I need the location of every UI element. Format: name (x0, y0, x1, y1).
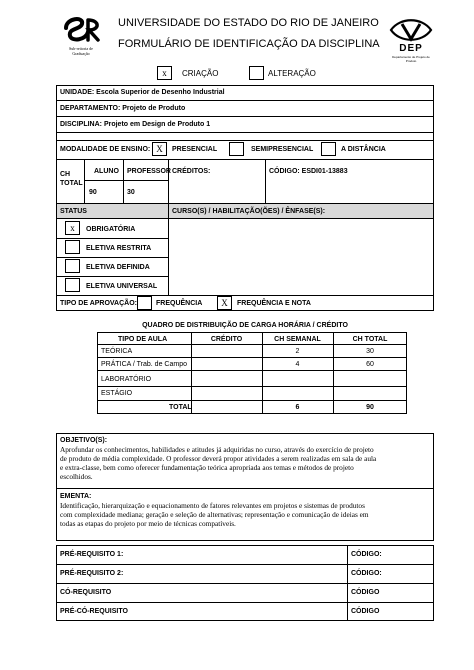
professor-hours-value: 30 (127, 189, 135, 196)
discipline-field: DISCIPLINA: Projeto em Design de Produto 1 (60, 121, 211, 128)
frequency-checkbox[interactable] (137, 296, 152, 310)
page-subtitle: FORMULÁRIO DE IDENTIFICAÇÃO DA DISCIPLINA (118, 38, 380, 50)
code-label: CÓDIGO: ESDI01-13883 (269, 168, 348, 175)
mandatory-checkbox[interactable]: x (65, 221, 80, 235)
universal-elective-checkbox[interactable] (65, 278, 80, 292)
table-header: CH SEMANAL (274, 336, 321, 343)
mandatory-label: OBRIGATÓRIA (86, 226, 136, 233)
divider (56, 602, 434, 603)
creation-label: CRIAÇÃO (182, 69, 219, 78)
frequency-grade-label: FREQUÊNCIA E NOTA (237, 300, 311, 307)
approval-type-label: TIPO DE APROVAÇÃO: (60, 300, 138, 307)
objectives-text: escolhidos. (60, 472, 93, 481)
corequisite-code: CÓDIGO (351, 589, 380, 596)
objectives-label: OBJETIVO(S): (60, 437, 108, 444)
dep-logo-text: DEP (399, 43, 423, 54)
eye-icon (388, 15, 434, 45)
table-header: TIPO DE AULA (118, 336, 168, 343)
corequisite-label: CÓ-REQUISITO (60, 589, 112, 596)
status-label: STATUS (60, 208, 87, 215)
distance-label: A DISTÂNCIA (341, 146, 386, 153)
logo-caption: Sub-reitoria de Graduação (69, 46, 93, 56)
semipresential-label: SEMIPRESENCIAL (251, 146, 314, 153)
alteration-label: ALTERAÇÃO (268, 69, 316, 78)
frequency-label: FREQUÊNCIA (156, 300, 203, 307)
syllabus-text: com complexidade mediana; geração e seleção de alternativas; representação e comunicação de ideias em (60, 510, 369, 519)
objectives-text: Aprofundar os conhecimentos, habilidades e atitudes já adquiridas no curso, através do exercício de projeto (60, 445, 374, 454)
student-hours-value: 90 (89, 189, 97, 196)
divider (168, 160, 169, 203)
divider (56, 159, 434, 160)
divider (56, 218, 434, 219)
table-cell: TEÓRICA (101, 348, 133, 355)
table-cell: 60 (366, 361, 374, 368)
divider (97, 357, 407, 358)
uerj-logo (62, 14, 102, 46)
alteration-checkbox[interactable] (249, 66, 264, 80)
prerequisite-2-code: CÓDIGO: (351, 570, 382, 577)
table-cell: ESTÁGIO (101, 390, 133, 397)
frequency-grade-checkbox[interactable]: X (217, 296, 232, 310)
teaching-mode-label: MODALIDADE DE ENSINO: (60, 146, 151, 153)
table-cell: 30 (366, 348, 374, 355)
divider (97, 370, 407, 371)
uerj-logo-icon (62, 14, 102, 46)
credits-label: CRÉDITOS: (172, 168, 211, 175)
prerequisite-2-label: PRÉ-REQUISITO 2: (60, 570, 124, 577)
divider (56, 132, 434, 133)
presential-checkbox[interactable]: X (152, 142, 167, 156)
distance-checkbox[interactable] (321, 142, 336, 156)
divider (265, 160, 266, 203)
pre-corequisite-label: PRÉ-CÓ-REQUISITO (60, 608, 128, 615)
divider (97, 400, 407, 401)
divider (56, 257, 168, 258)
defined-elective-label: ELETIVA DEFINIDA (86, 264, 150, 271)
syllabus-label: EMENTA: (60, 493, 92, 500)
divider (56, 488, 434, 489)
divider (56, 564, 434, 565)
dep-logo-sub: Departamento de Projeto de Produto (392, 55, 430, 63)
prerequisite-1-label: PRÉ-REQUISITO 1: (60, 551, 124, 558)
restricted-elective-label: ELETIVA RESTRITA (86, 245, 152, 252)
ch-total-label: CH TOTAL (60, 171, 83, 187)
student-hours-label: ALUNO (94, 168, 119, 175)
creation-checkbox[interactable]: x (157, 66, 172, 80)
table-total-label: TOTAL (169, 404, 192, 411)
divider (56, 295, 434, 296)
table-header: CRÉDITO (210, 336, 243, 343)
page-title: UNIVERSIDADE DO ESTADO DO RIO DE JANEIRO (118, 17, 379, 29)
identification-form (56, 85, 434, 311)
defined-elective-checkbox[interactable] (65, 259, 80, 273)
courses-label: CURSO(S) / HABILITAÇÃO(ÕES) / ÊNFASE(S): (172, 208, 326, 215)
divider (56, 116, 434, 117)
divider (56, 276, 168, 277)
syllabus-text: Identificação, hierarquização e equacionamento de fatores relevantes em projetos e sistemas de produtos (60, 501, 365, 510)
divider (56, 140, 434, 141)
divider (168, 204, 169, 295)
semipresential-checkbox[interactable] (229, 142, 244, 156)
table-total-weekly: 6 (295, 404, 300, 411)
table-header: CH TOTAL (352, 336, 388, 343)
table-cell: PRÁTICA / Trab. de Campo (101, 361, 187, 368)
table-cell: LABORATÓRIO (101, 376, 152, 383)
dep-logo (388, 15, 434, 63)
prerequisite-1-code: CÓDIGO: (351, 551, 382, 558)
department-field: DEPARTAMENTO: Projeto de Produto (60, 105, 186, 112)
divider (97, 386, 407, 387)
divider (84, 160, 85, 203)
universal-elective-label: ELETIVA UNIVERSAL (86, 283, 158, 290)
professor-hours-label: PROFESSOR (127, 168, 171, 175)
presential-label: PRESENCIAL (172, 146, 218, 153)
divider (97, 344, 407, 345)
table-cell: 2 (295, 348, 300, 355)
pre-corequisite-code: CÓDIGO (351, 608, 380, 615)
workload-table-title: QUADRO DE DISTRIBUIÇÃO DE CARGA HORÁRIA / CRÉDITO (142, 322, 348, 329)
objectives-text: e extra-classe, bem como oferecer fundamentação teórica apropriada aos temas e métodos de projeto (60, 463, 354, 472)
restricted-elective-checkbox[interactable] (65, 240, 80, 254)
table-cell: 4 (295, 361, 300, 368)
table-total-hours: 90 (366, 404, 374, 411)
divider (123, 160, 124, 203)
syllabus-text: todas as etapas do projeto por meio de técnicas compatíveis. (60, 519, 236, 528)
unit-field: UNIDADE: Escola Superior de Desenho Industrial (60, 89, 225, 96)
objectives-text: de produto de média complexidade. O professor deverá propor atividades a serem realizadas em sala de aula (60, 454, 377, 463)
divider (56, 583, 434, 584)
divider (56, 238, 168, 239)
divider (56, 100, 434, 101)
divider (84, 180, 168, 181)
